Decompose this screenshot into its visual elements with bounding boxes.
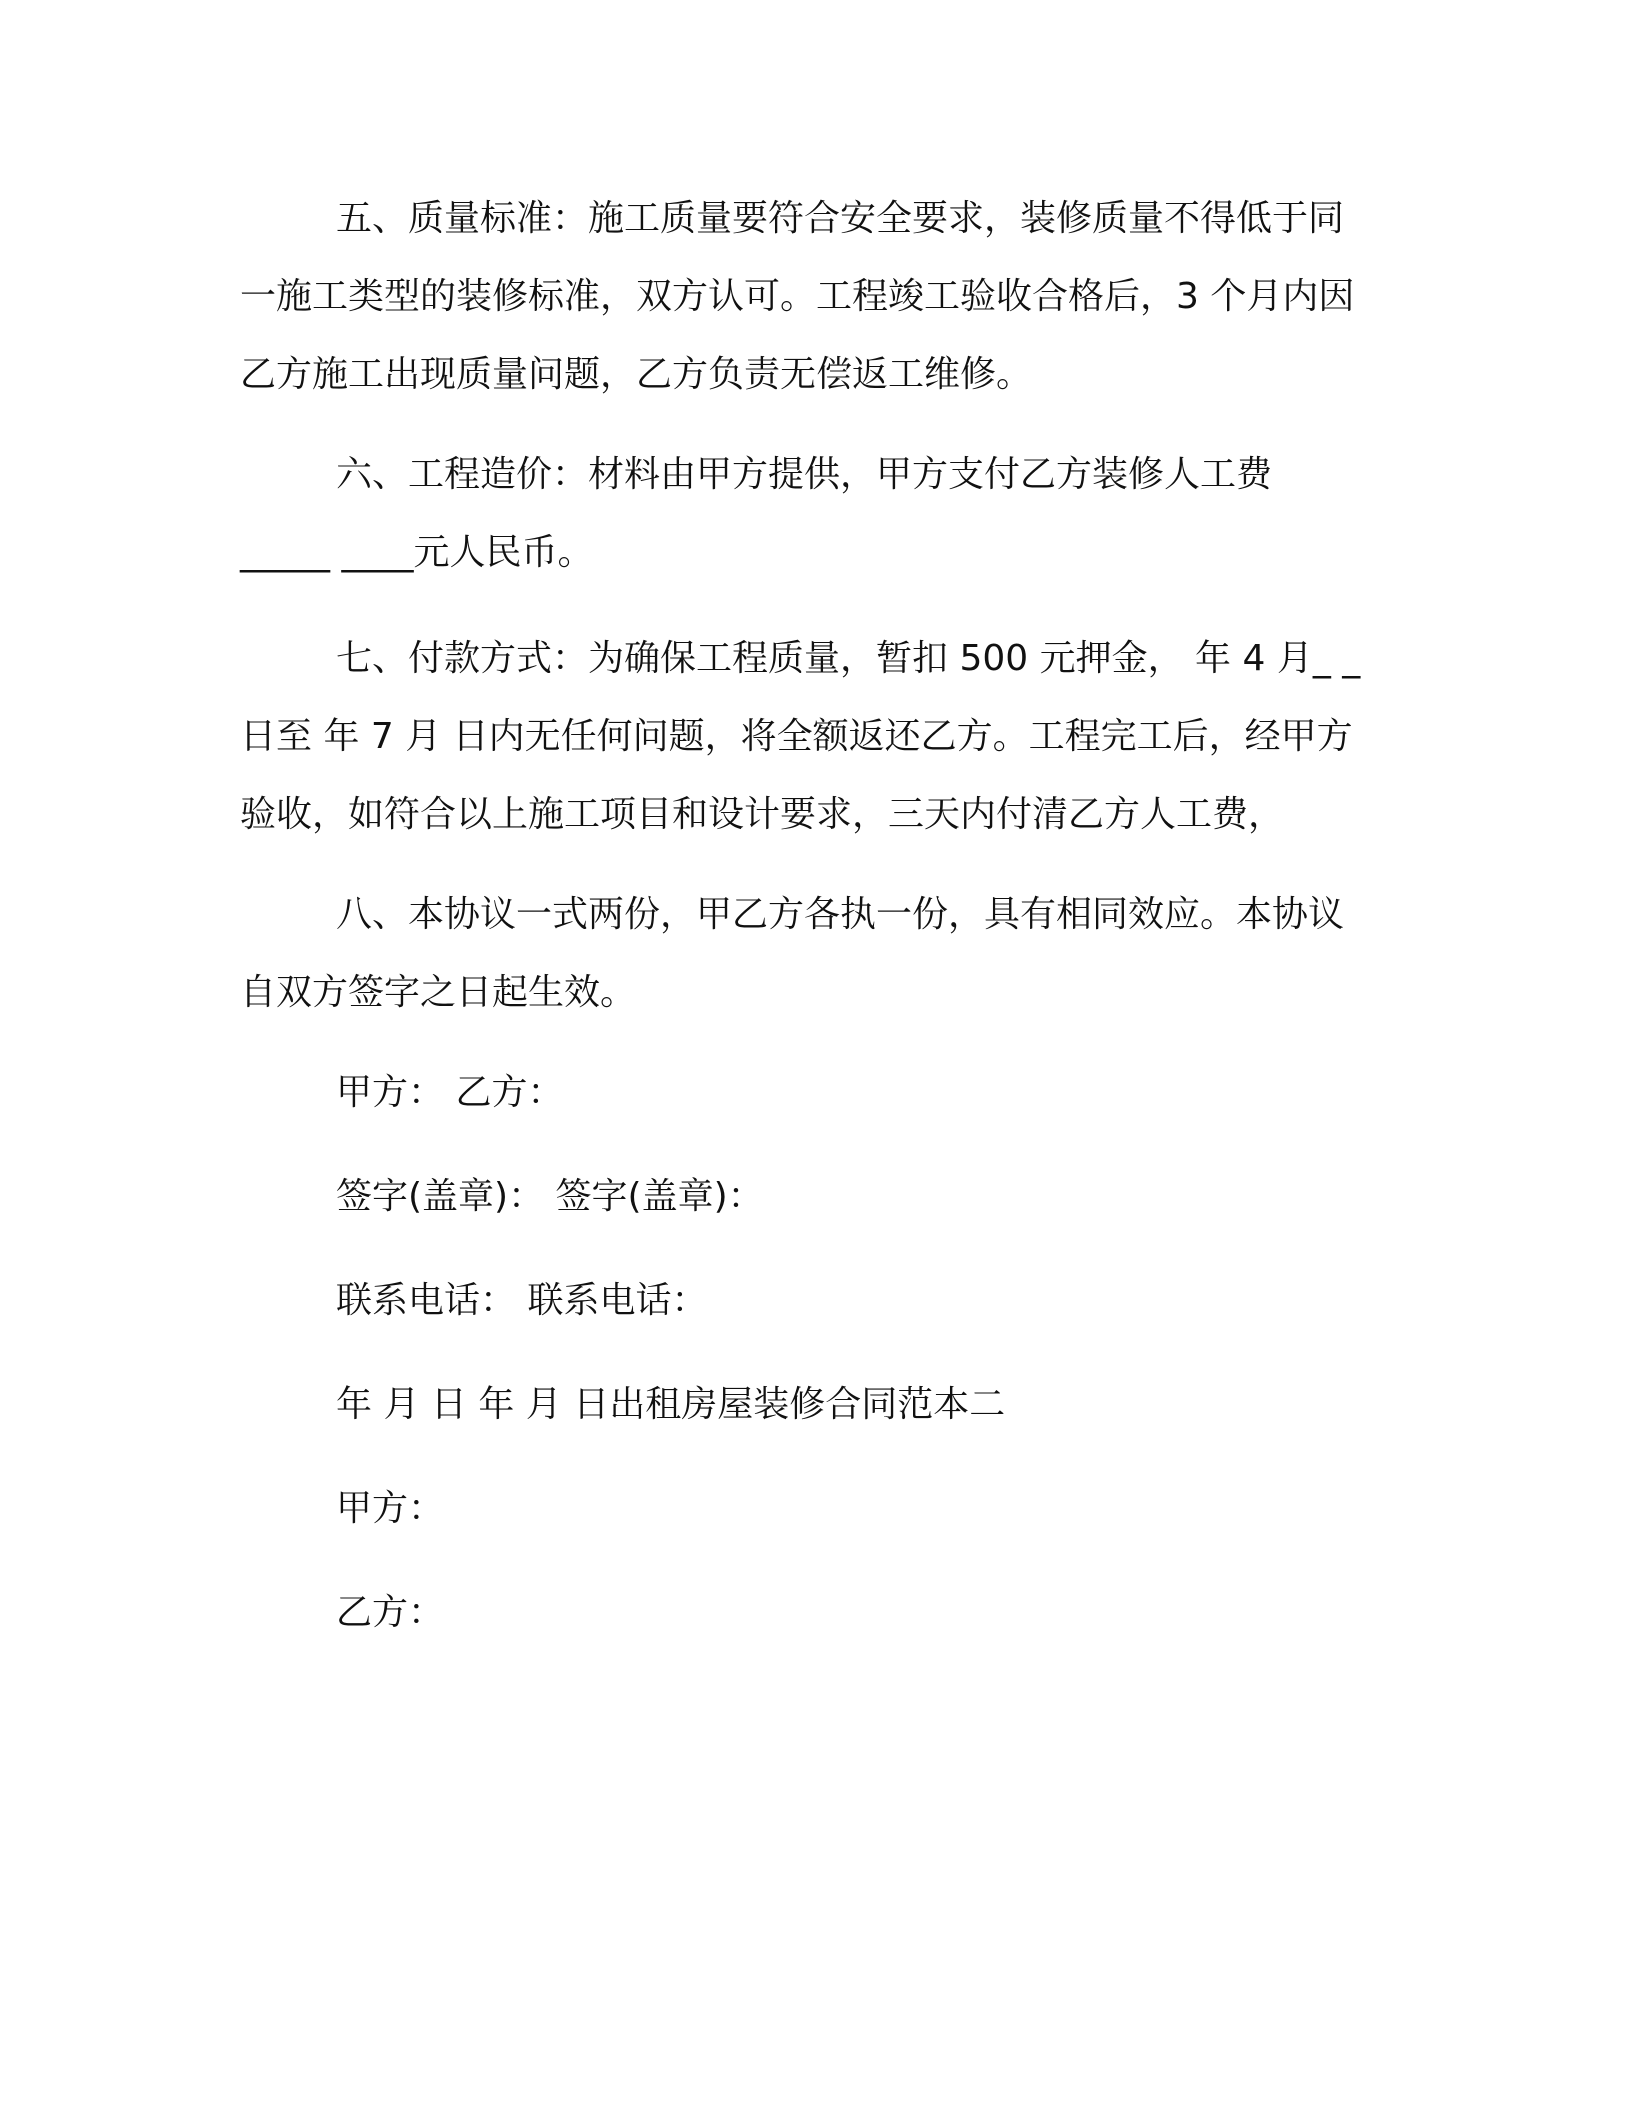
signature-parties [240,1054,1400,1132]
clause-quality-standard [240,180,1400,414]
signature-phone [240,1262,1400,1340]
clause8-line2: 自双方签字之日起生效。 [240,972,637,1013]
clause6-line1: 六、工程造价：材料由甲方提供，甲方支付乙方装修人工费 [336,454,1273,495]
party-b-line: 乙方： [336,1592,445,1633]
phone-line: 联系电话： 联系电话： [336,1280,708,1321]
clause-project-cost [240,436,1400,592]
clause7-line2: 日至 年 7 月 日内无任何问题，将全额返还乙方。工程完工后，经甲方 [240,716,1353,757]
parties-line: 甲方： 乙方： [336,1072,564,1113]
party-b-label [240,1574,1400,1652]
clause-payment-method [240,620,1400,854]
clause5-line1: 五、质量标准：施工质量要符合安全要求，装修质量不得低于同 [336,198,1345,239]
clause6-line2: _____ ____元人民币。 [240,532,594,573]
signature-date-and-title [240,1366,1400,1444]
clause5-line3: 乙方施工出现质量问题，乙方负责无偿返工维修。 [240,354,1033,395]
party-a-label [240,1470,1400,1548]
clause7-line3: 验收，如符合以上施工项目和设计要求，三天内付清乙方人工费， [240,794,1285,835]
date-title-line: 年 月 日 年 月 日出租房屋装修合同范本二 [336,1384,1006,1425]
party-a-line: 甲方： [336,1488,445,1529]
clause7-line1: 七、付款方式：为确保工程质量，暂扣 500 元押金， 年 4 月_ _ [336,638,1361,679]
signature-seal [240,1158,1400,1236]
seal-line: 签字(盖章)： 签字(盖章)： [336,1176,764,1217]
clause8-line1: 八、本协议一式两份，甲乙方各执一份，具有相同效应。本协议 [336,894,1345,935]
clause-agreement-copies [240,876,1400,1032]
clause5-line2: 一施工类型的装修标准，双方认可。工程竣工验收合格后，3 个月内因 [240,276,1355,317]
